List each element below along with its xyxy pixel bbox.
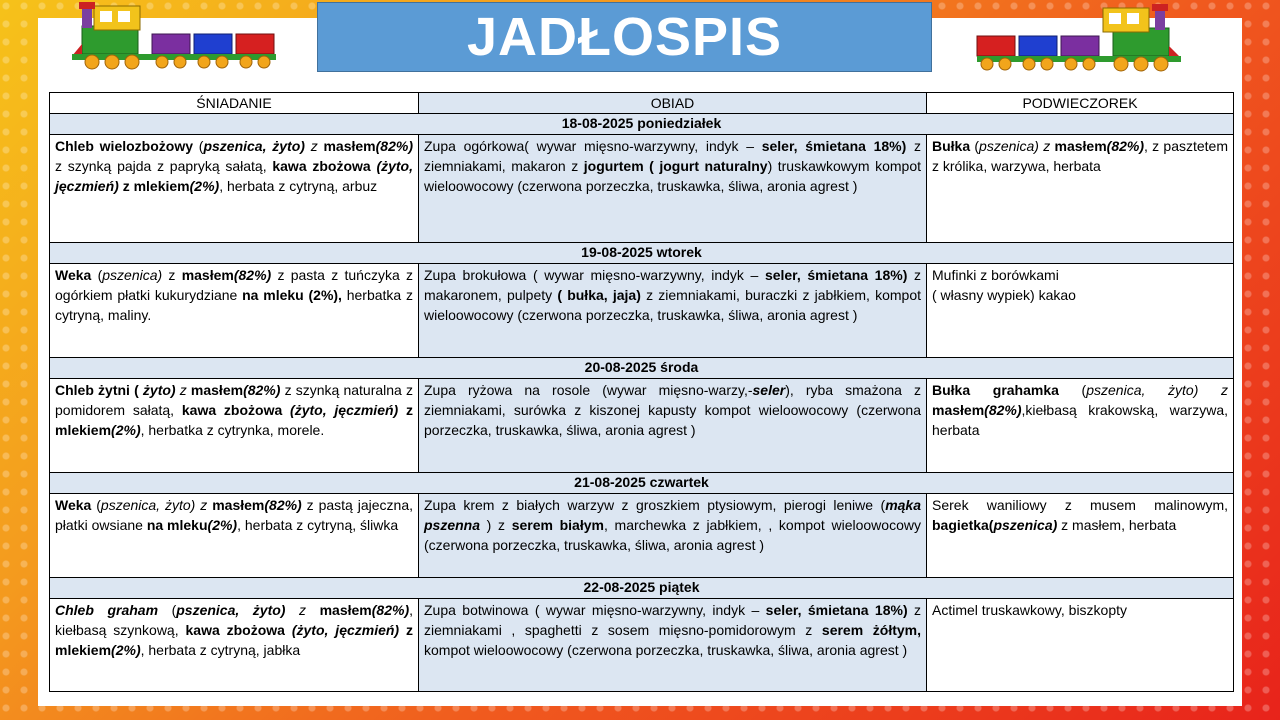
menu-text: masłem — [190, 382, 244, 398]
menu-text: Zupa ogórkowa( wywar mięsno-warzywny, indyk – — [424, 138, 762, 154]
menu-text: Actimel truskawkowy, biszkopty — [932, 602, 1128, 618]
menu-text: ) truskawkowym kompot wieloowocowy (czerwona porzeczka, truskawka, śliwa, aronia agrest ) — [424, 158, 921, 194]
menu-text: Chleb wielozbożowy — [55, 138, 194, 154]
menu-text: seler, śmietana 18%) — [764, 267, 908, 283]
menu-text: ( — [193, 138, 204, 154]
menu-text: (82%) — [243, 382, 281, 398]
menu-text: kawa zbożowa — [181, 402, 283, 418]
menu-text: (żyto, jęczmień) — [291, 622, 400, 638]
menu-text: (82%) — [375, 138, 413, 154]
menu-text: , herbata z cytryną, jabłka — [140, 642, 301, 658]
menu-text: z szynką naturalna z pomidorem sałatą, — [55, 382, 413, 418]
snack-cell — [927, 494, 1234, 578]
menu-text: masłem — [323, 138, 376, 154]
meal-row — [50, 264, 1234, 358]
menu-text: ( — [158, 602, 177, 618]
menu-text — [1198, 382, 1221, 398]
menu-text: masłem — [319, 602, 372, 618]
menu-text: kompot wieloowocowy (czerwona porzeczka, truskawka, śliwa, aronia agrest ) — [424, 642, 908, 658]
menu-text: (2%) — [111, 642, 141, 658]
header-lunch: OBIAD — [419, 93, 927, 114]
breakfast-cell — [50, 135, 419, 243]
menu-text: (żyto, jęczmień) — [290, 402, 399, 418]
day-date: 19-08-2025 wtorek — [50, 243, 1234, 264]
snack-cell — [927, 135, 1234, 243]
menu-text: Chleb graham — [55, 602, 159, 618]
menu-text: ( własny wypiek) kakao — [932, 287, 1076, 303]
menu-text: , kiełbasą szynkową, — [55, 602, 414, 638]
menu-text: masłem — [1054, 138, 1107, 154]
snack-cell — [927, 264, 1234, 358]
header-row — [50, 93, 1234, 114]
header-breakfast: ŚNIADANIE — [50, 93, 419, 114]
menu-text: Bułka — [932, 138, 971, 154]
menu-text: z pastą jajeczna, płatki owsiane — [55, 497, 414, 533]
menu-text: pszenica) — [979, 138, 1039, 154]
menu-text: masłem — [212, 497, 265, 513]
menu-text: Mufinki z borówkami — [932, 267, 1059, 283]
menu-text: kawa zbożowa — [185, 622, 285, 638]
menu-text: z makaronem, pulpety — [424, 267, 921, 303]
menu-text: masłem — [932, 402, 985, 418]
day-date: 22-08-2025 piątek — [50, 578, 1234, 599]
lunch-cell — [419, 264, 927, 358]
page-title: JADŁOSPIS — [317, 2, 932, 72]
menu-text: seler — [752, 382, 786, 398]
menu-text: pszenica) — [102, 267, 163, 283]
toy-train-left-icon — [68, 0, 278, 70]
lunch-cell — [419, 599, 927, 692]
menu-text: ( — [1058, 382, 1087, 398]
date-row — [50, 358, 1234, 379]
menu-text — [285, 602, 299, 618]
menu-text: (82%) — [984, 402, 1022, 418]
menu-text: z mlekiem — [118, 178, 190, 194]
breakfast-cell — [50, 264, 419, 358]
menu-text: masłem — [181, 267, 234, 283]
menu-text: , z pasztetem z królika, warzywa, herbata — [932, 138, 1229, 174]
menu-text: ( — [91, 497, 101, 513]
menu-text: herbatka z cytryną, maliny. — [55, 287, 414, 323]
menu-text: z — [1221, 382, 1228, 398]
menu-text: ) z — [480, 517, 512, 533]
meal-row — [50, 599, 1234, 692]
menu-text: , marchewka z jabłkiem, , kompot wieloowocowy (czerwona porzeczka, truskawka, śliwa, aronia agrest ) — [424, 517, 921, 553]
menu-text: z — [179, 382, 187, 398]
menu-text: z ziemniakami , spaghetti z sosem mięsno-pomidorowym z — [424, 602, 922, 638]
menu-text: Weka — [55, 267, 92, 283]
menu-text: pszenica, żyto) — [100, 497, 196, 513]
menu-text: , herbata z cytryną, arbuz — [219, 178, 378, 194]
menu-text: (82%) — [233, 267, 272, 283]
menu-text: z masłem, herbata — [1057, 517, 1177, 533]
day-date: 20-08-2025 środa — [50, 358, 1234, 379]
date-row — [50, 114, 1234, 135]
menu-text — [285, 622, 292, 638]
menu-text: mąka pszenna — [424, 497, 921, 533]
menu-text: , herbatka z cytrynka, morele. — [140, 422, 325, 438]
breakfast-cell — [50, 494, 419, 578]
menu-text: ( — [91, 267, 103, 283]
menu-text: (82%) — [264, 497, 302, 513]
menu-text: Bułka grahamka — [932, 382, 1059, 398]
snack-cell — [927, 379, 1234, 473]
menu-text: pszenica, żyto) — [176, 602, 286, 618]
menu-text — [282, 402, 290, 418]
menu-text: z — [162, 267, 182, 283]
menu-text: z ziemniakami, makaron z — [424, 138, 921, 174]
menu-text: na mleku — [146, 517, 208, 533]
date-row — [50, 473, 1234, 494]
menu-text: ), ryba smażona z ziemniakami, surówka z kiszonej kapusty kompot wieloowocowy (czerwona porzeczka, truskawka, śliwa, aronia agrest ) — [424, 382, 921, 438]
menu-text: jogurtem ( jogurt naturalny — [583, 158, 768, 174]
menu-text: Zupa ryżowa na rosole (wywar mięsno-warzy,- — [424, 382, 753, 398]
toy-train-right-icon — [975, 2, 1185, 72]
menu-text: Chleb żytni ( — [55, 382, 139, 398]
breakfast-cell — [50, 599, 419, 692]
date-row — [50, 243, 1234, 264]
menu-text — [306, 602, 320, 618]
menu-text: Zupa brokułowa ( wywar mięsno-warzywny, indyk – — [424, 267, 765, 283]
menu-text: z — [1043, 138, 1051, 154]
menu-text: Zupa krem z białych warzyw z groszkiem ptysiowym, pierogi leniwe ( — [424, 497, 886, 513]
menu-text: Zupa botwinowa ( wywar mięsno-warzywny, indyk – — [424, 602, 766, 618]
menu-text: kawa zbożowa — [272, 158, 371, 174]
breakfast-cell — [50, 379, 419, 473]
date-row — [50, 578, 1234, 599]
menu-text: ( bułka, jaja) — [557, 287, 641, 303]
menu-text: , herbata z cytryną, śliwka — [237, 517, 399, 533]
menu-text: (żyto, jęczmień) — [55, 158, 413, 194]
menu-text: ,kiełbasą krakowską, warzywa, herbata — [932, 402, 1228, 438]
meal-row — [50, 135, 1234, 243]
menu-text: na mleku (2%), — [242, 287, 342, 303]
header-snack: PODWIECZOREK — [927, 93, 1234, 114]
menu-text: żyto) — [138, 382, 176, 398]
day-date: 21-08-2025 czwartek — [50, 473, 1234, 494]
menu-text: bagietka( — [932, 517, 994, 533]
menu-text: (82%) — [371, 602, 410, 618]
meal-row — [50, 379, 1234, 473]
menu-text: (2%) — [111, 422, 141, 438]
snack-cell — [927, 599, 1234, 692]
menu-text: (82%) — [1106, 138, 1145, 154]
menu-text: z pasta z tuńczyka z ogórkiem płatki kukurydziane — [55, 267, 413, 303]
menu-text: Serek waniliowy z musem malinowym, — [932, 497, 1228, 513]
menu-text: seler, śmietana 18%) — [765, 602, 908, 618]
menu-text: z szynką pajda z papryką sałatą, — [55, 158, 273, 174]
meal-row — [50, 494, 1234, 578]
menu-text: (2%) — [207, 517, 238, 533]
menu-text: serem żółtym, — [821, 622, 921, 638]
menu-text: z ziemniakami, buraczki z jabłkiem, kompot wieloowocowy (czerwona porzeczka, truskawka, śliwa, aronia agrest ) — [424, 287, 922, 323]
menu-text: Weka — [55, 497, 92, 513]
menu-text: z — [200, 497, 208, 513]
menu-text: pszenica, żyto) — [203, 138, 305, 154]
lunch-cell — [419, 135, 927, 243]
menu-text: z — [310, 138, 318, 154]
lunch-cell — [419, 494, 927, 578]
menu-text: z mlekiem — [55, 622, 413, 658]
lunch-cell — [419, 379, 927, 473]
menu-table — [49, 92, 1234, 692]
menu-text: pszenica) — [993, 517, 1058, 533]
menu-text: seler, śmietana 18%) — [761, 138, 907, 154]
menu-text: z mlekiem — [55, 402, 413, 438]
menu-text: z — [299, 602, 307, 618]
menu-text: serem białym — [511, 517, 604, 533]
day-date: 18-08-2025 poniedziałek — [50, 114, 1234, 135]
menu-text: pszenica, żyto) — [1086, 382, 1199, 398]
menu-text: (2%) — [189, 178, 220, 194]
menu-text: ( — [970, 138, 980, 154]
